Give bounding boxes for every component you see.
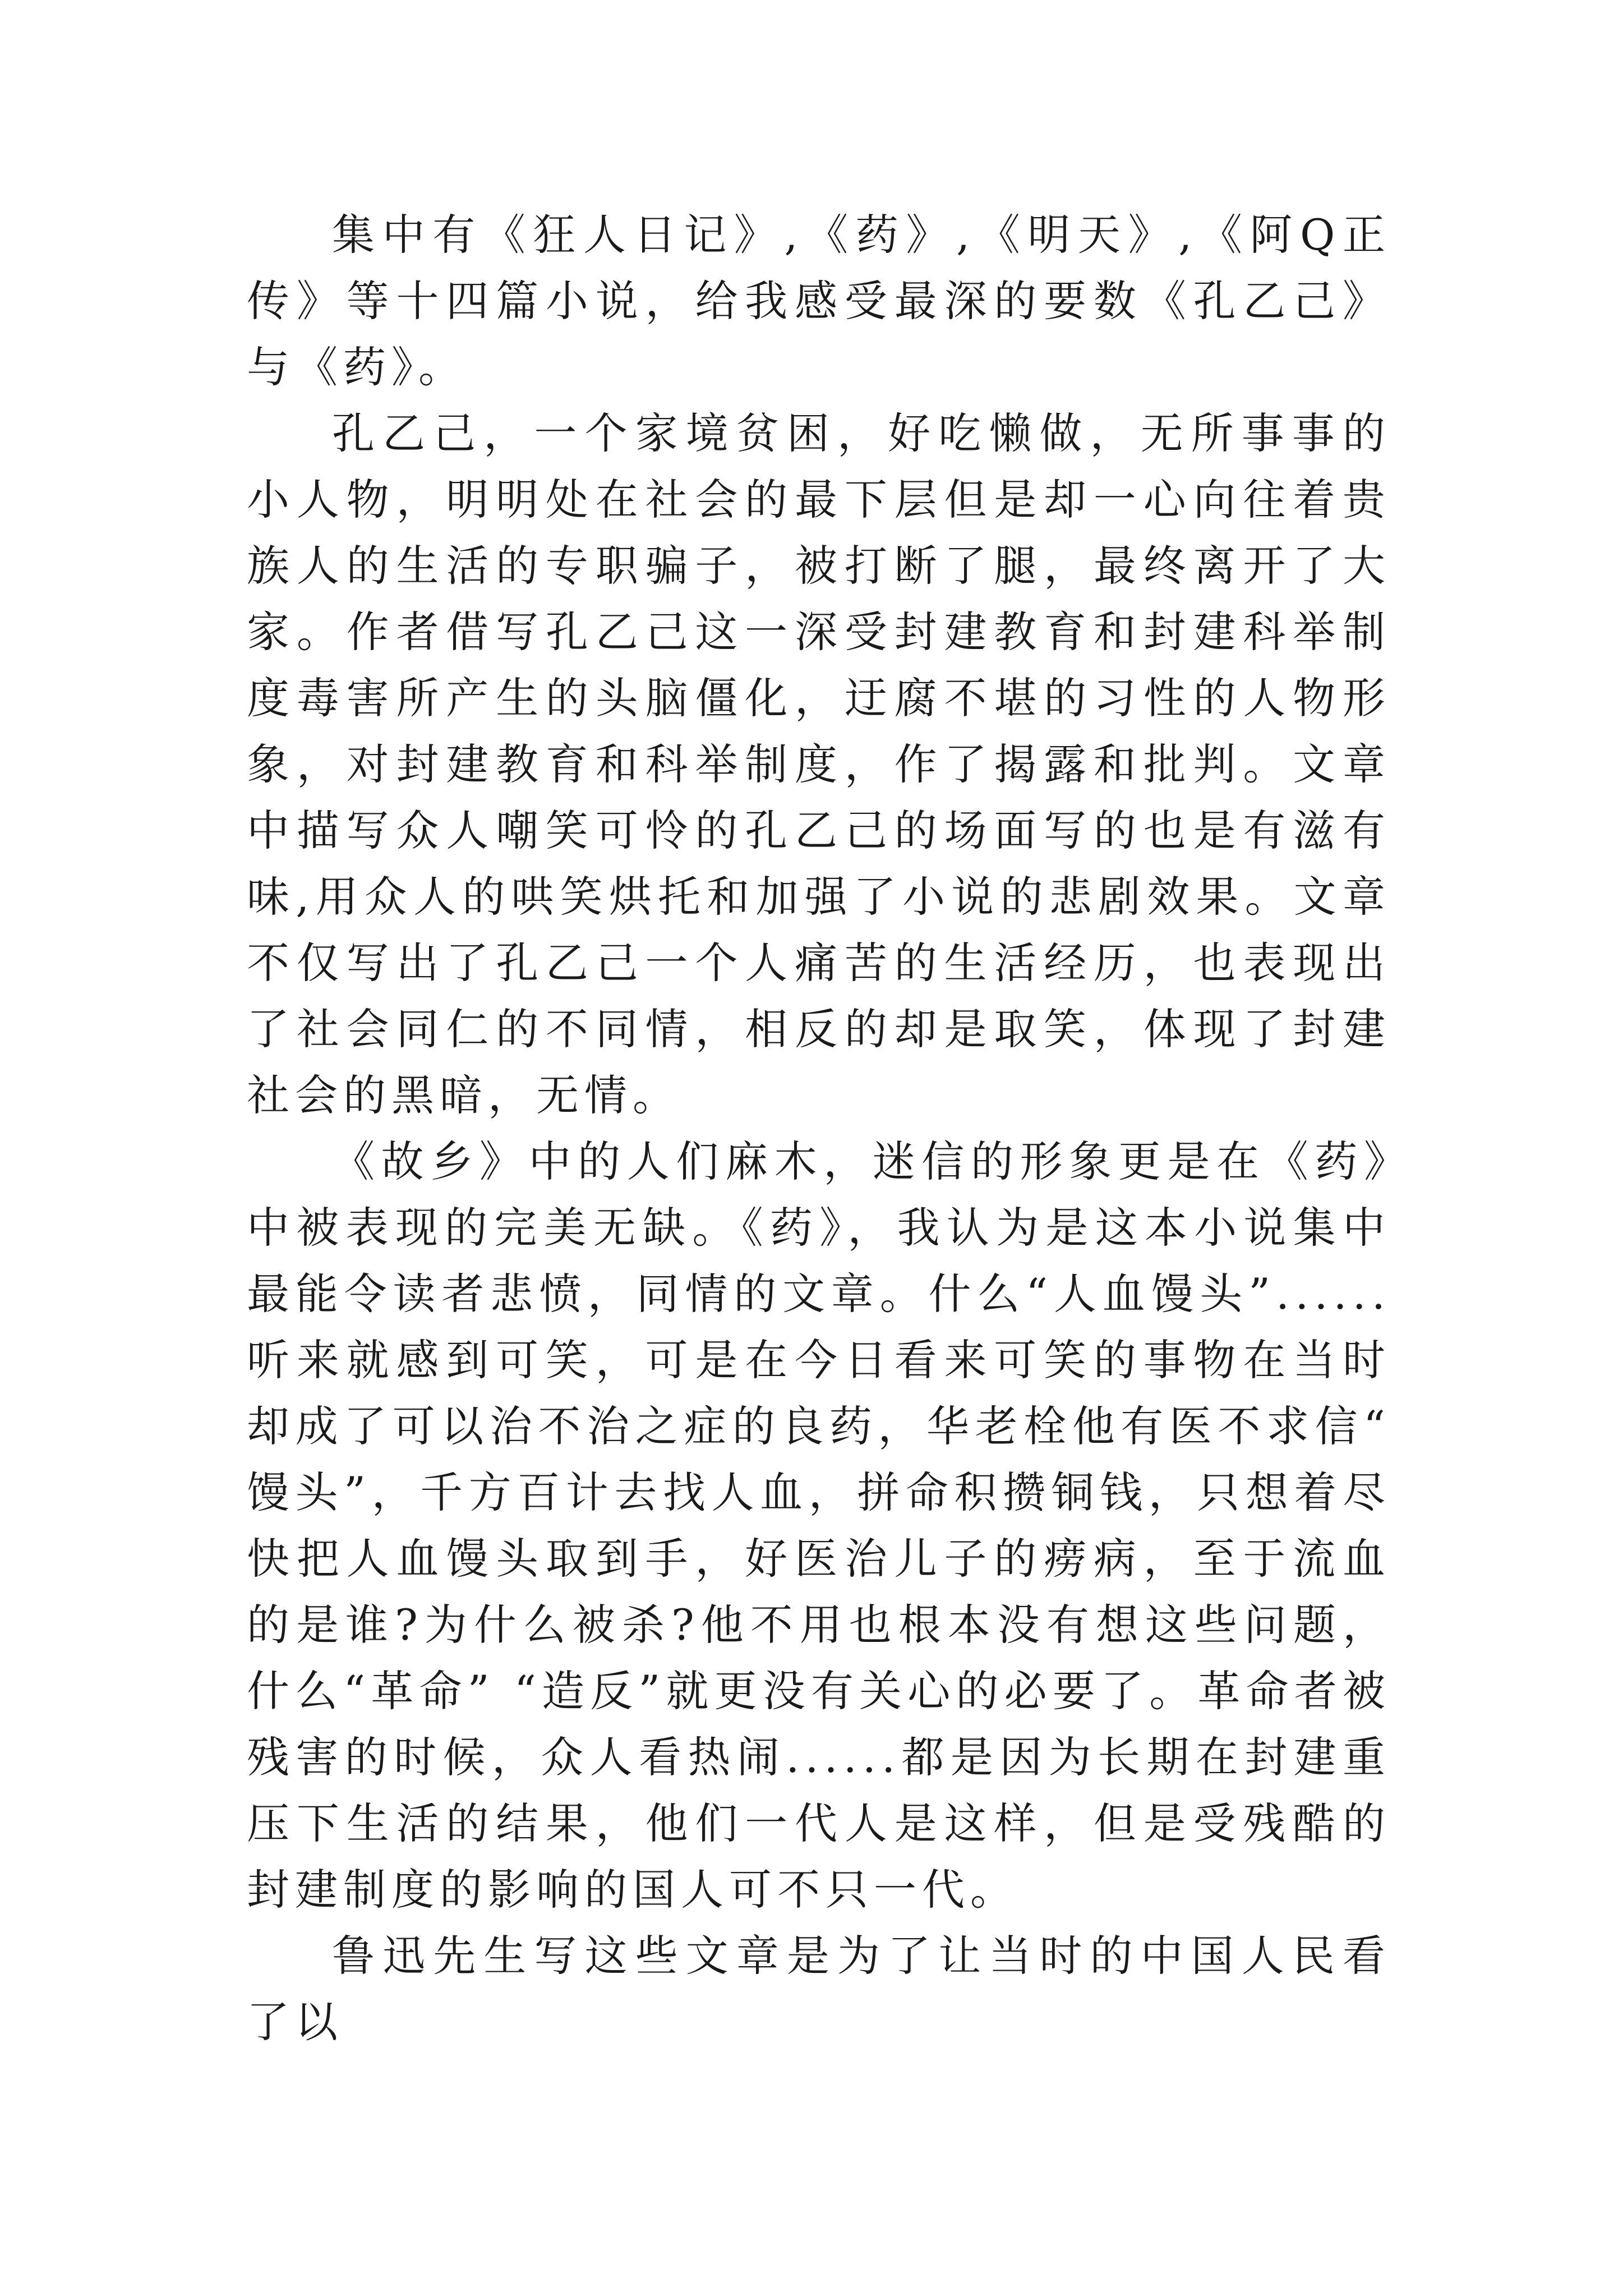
paragraph-kong-yiji: 孔乙己，一个家境贫困，好吃懒做，无所事事的小人物，明明处在社会的最下层但是却一心向往着贵族人的生活的专职骗子，被打断了腿，最终离开了大家。作者借写孔乙己这一深受封建教育和封建科举制度毒害所产生的头脑僵化，迂腐不堪的习性的人物形象，对封建教育和科举制度，作了揭露和批判。文章中描写众人嘲笑可怜的孔乙己的场面写的也是有滋有味,用众人的哄笑烘托和加强了小说的悲剧效果。文章不仅写出了孔乙己一个人痛苦的生活经历，也表现出了社会同仁的不同情，相反的却是取笑，体现了封建社会的黑暗，无情。	[247, 408, 1391, 1120]
paragraph-lu-xun-purpose: 鲁迅先生写这些文章是为了让当时的中国人民看了以	[247, 1931, 1391, 2047]
paragraph-medicine: 《故乡》中的人们麻木，迷信的形象更是在《药》中被表现的完美无缺。《药》，我认为是这本小说集中最能令读者悲愤，同情的文章。什么“人血馒头”......听来就感到可笑，可是在今日看来可笑的事物在当时却成了可以治不治之症的良药，华老栓他有医不求信“馒头”，千方百计去找人血，拼命积攒铜钱，只想着尽快把人血馒头取到手，好医治儿子的痨病，至于流血的是谁?为什么被杀?他不用也根本没有想这些问题，什么“革命” “造反”就更没有关心的必要了。革命者被残害的时候，众人看热闹......都是因为长期在封建重压下生活的结果，他们一代人是这样，但是受残酷的封建制度的影响的国人可不只一代。	[247, 1137, 1391, 1915]
paragraph-collection-intro: 集中有《狂人日记》,《药》,《明天》,《阿Q正传》等十四篇小说，给我感受最深的要数《孔乙己》与《药》。	[247, 210, 1391, 392]
document-body	[247, 202, 1391, 2055]
